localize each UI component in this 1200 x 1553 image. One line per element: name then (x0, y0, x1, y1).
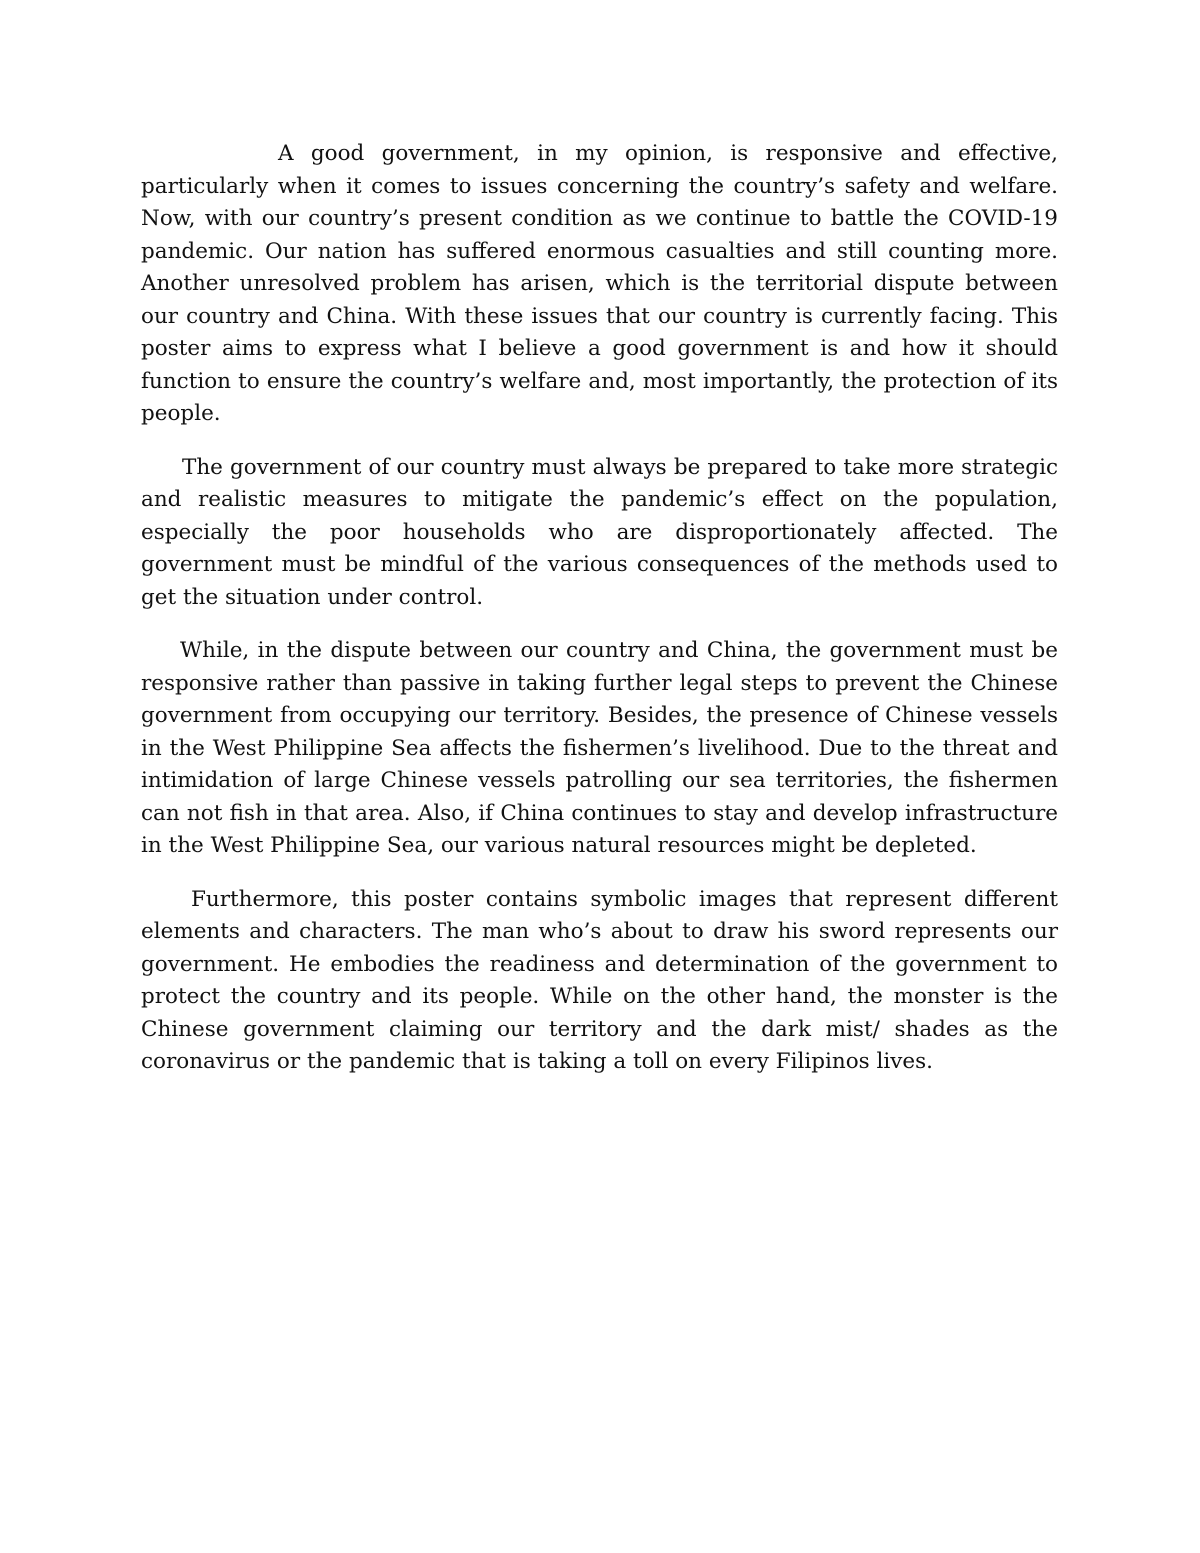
paragraph-poster-symbolism: Furthermore, this poster contains symbolic images that represent different elements and characters. The man who’s about to draw his sword represents our government. He embodies the readiness and determination of the government to protect the country and its people. While on the other hand, the monster is the Chinese government claiming our territory and the dark mist/ shades as the coronavirus or the pandemic that is taking a toll on every Filipinos lives. (141, 886, 1058, 1074)
paragraph-intro: A good government, in my opinion, is responsive and effective, particularly when it comes to issues concerning the country’s safety and welfare. Now, with our country’s present condition as we continue to battle the COVID-19 pandemic. Our nation has suffered enormous casualties and still counting more. Another unresolved problem has arisen, which is the territorial dispute between our country and China. With these issues that our country is currently facing. This poster aims to express what I believe a good government is and how it should function to ensure the country’s welfare and, most importantly, the protection of its people. (141, 141, 1058, 426)
paragraph-territorial-dispute: While, in the dispute between our country and China, the government must be responsive rather than passive in taking further legal steps to prevent the Chinese government from occupying our territory. Besides, the presence of Chinese vessels in the West Philippine Sea affects the fishermen’s livelihood. Due to the threat and intimidation of large Chinese vessels patrolling our sea territories, the fishermen can not fish in that area. Also, if China continues to stay and develop infrastructure in the West Philippine Sea, our various natural resources might be depleted. (141, 638, 1058, 858)
paragraph-pandemic: The government of our country must always be prepared to take more strategic and realistic measures to mitigate the pandemic’s effect on the population, especially the poor households who are disproportionately affected. The government must be mindful of the various consequences of the methods used to get the situation under control. (141, 454, 1058, 610)
document-body (141, 138, 1058, 1100)
